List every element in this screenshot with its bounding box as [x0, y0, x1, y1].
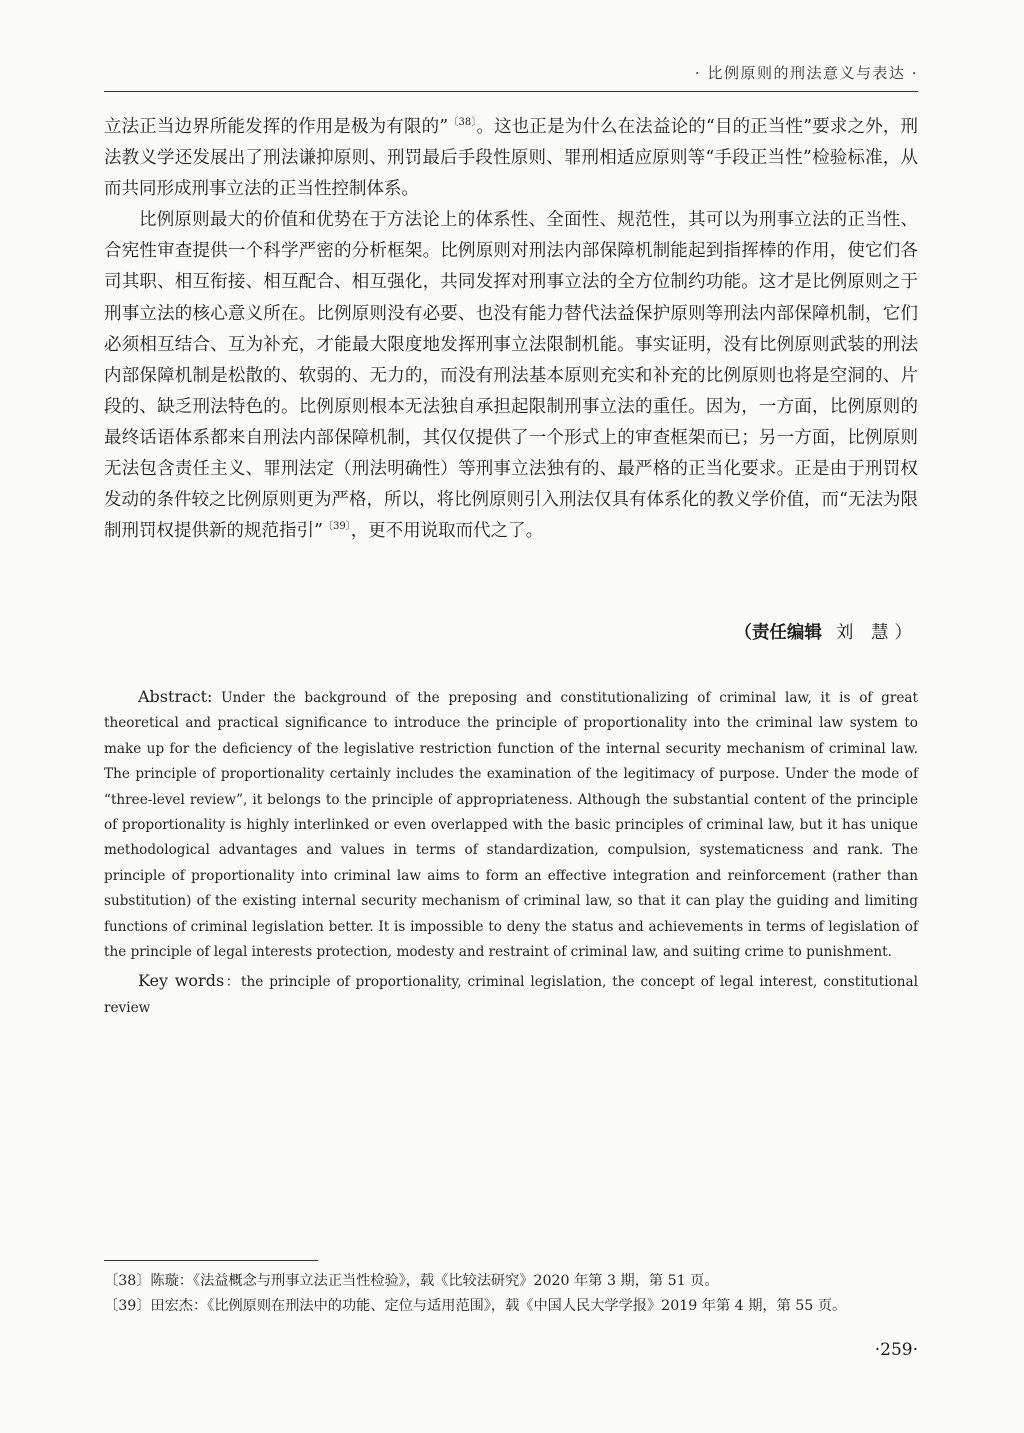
body-paragraph-1 — [104, 112, 918, 205]
footnote-ref-38[interactable]: 〔38〕 — [448, 117, 477, 128]
paragraph-1-text-b: 。这也正是为什么在法益论的“目的正当性”要求之外，刑法教义学还发展出了刑法谦抑原则、刑罚最后手段性原则、罪刑相适应原则等“手段正当性”检验标准，从而共同形成刑事立法的正当性控制体系。 — [104, 117, 918, 200]
footnotes — [104, 1269, 918, 1318]
keywords-paragraph — [104, 968, 918, 1021]
paragraph-2-text-b: ，更不用说取而代之了。 — [350, 521, 544, 542]
editor-label: （责任编辑 — [734, 623, 822, 643]
page-number: ·259· — [874, 1340, 918, 1360]
body-text — [104, 112, 918, 547]
paragraph-2-text-a: 比例原则最大的价值和优势在于方法论上的体系性、全面性、规范性，其可以为刑事立法的正当性、合宪性审查提供一个科学严密的分析框架。比例原则对刑法内部保障机制能起到指挥棒的作用，使它们各司其职、相互衔接、相互配合、相互强化，共同发挥对刑事立法的全方位制约功能。这才是比例原则之于刑事立法的核心意义所在。比例原则没有必要、也没有能力替代法益保护原则等刑法内部保障机制，它们必须相互结合、互为补充，才能最大限度地发挥刑事立法限制机能。事实证明，没有比例原则武装的刑法内部保障机制是松散的、软弱的、无力的，而没有刑法基本原则充实和补充的比例原则也将是空洞的、片段的、缺乏刑法特色的。比例原则根本无法独自承担起限制刑事立法的重任。因为，一方面，比例原则的最终话语体系都来自刑法内部保障机制，其仅仅提供了一个形式上的审查框架而已；另一方面，比例原则无法包含责任主义、罪刑法定（刑法明确性）等刑事立法独有的、最严格的正当化要求。正是由于刑罚权发动的条件较之比例原则更为严格，所以，将比例原则引入刑法仅具有体系化的教义学价值，而“无法为限制刑罚权提供新的规范指引” — [104, 210, 918, 542]
abstract-paragraph — [104, 684, 918, 965]
abstract-label: Abstract: — [138, 687, 213, 706]
body-paragraph-2 — [104, 205, 918, 547]
editor-name: 刘 慧） — [835, 623, 918, 643]
footnote-ref-39[interactable]: 〔39〕 — [322, 521, 351, 533]
responsible-editor — [734, 619, 918, 644]
paragraph-1-text-a: 立法正当边界所能发挥的作用是极为有限的” — [104, 117, 449, 137]
footnote-39: 〔39〕田宏杰：《比例原则在刑法中的功能、定位与适用范围》，载《中国人民大学学报》2019 年第 4 期，第 55 页。 — [104, 1297, 847, 1314]
header-rule — [104, 91, 918, 92]
keywords-label: Key words — [138, 971, 225, 991]
footnote-38: 〔38〕陈璇：《法益概念与刑事立法正当性检验》，载《比较法研究》2020 年第 3 期，第 51 页。 — [104, 1273, 719, 1289]
english-abstract — [104, 684, 918, 1021]
running-header: · 比例原则的刑法意义与表达 · — [694, 64, 918, 82]
abstract-text: Under the background of the preposing and constitutionalizing of criminal law, it is of great theoretical and practical significance to introduce the principle of proportionality into the criminal law system to make up for the deficiency of the legislative restriction function of the internal security mechanism of criminal law. The principle of proportionality certainly includes the examination of the legitimacy of purpose. Under the mode of “three-level review”, it belongs to the principle of appropriateness. Although the substantial content of the principle of proportionality is highly interlinked or even overlapped with the basic principles of criminal law, but it has unique methodological advantages and values in terms of standardization, compulsion, systematicness and rank. The principle of proportionality into criminal law aims to form an effective integration and reinforcement (rather than substitution) of the existing internal security mechanism of criminal law, so that it can play the guiding and limiting functions of criminal legislation better. It is impossible to deny the status and achievements in terms of legislation of the principle of legal interests protection, modesty and restraint of criminal law, and suiting crime to punishment. — [104, 690, 918, 961]
footnote-rule — [104, 1260, 318, 1261]
keywords-text: ：the principle of proportionality, criminal legislation, the concept of legal interest, constitutional review — [104, 974, 919, 1016]
